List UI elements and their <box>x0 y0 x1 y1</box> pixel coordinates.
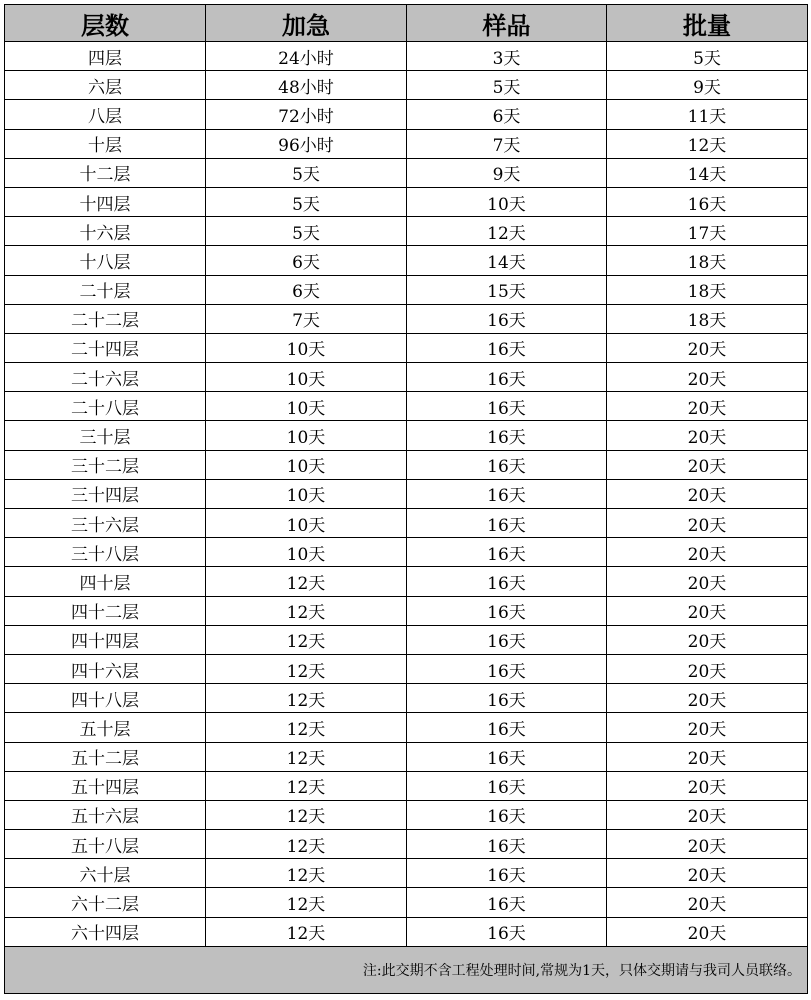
expedited-cell: 7天 <box>206 304 407 333</box>
sample-cell: 10天 <box>407 187 607 216</box>
batch-cell: 18天 <box>607 304 808 333</box>
batch-cell: 20天 <box>607 742 808 771</box>
layer-cell: 六十层 <box>5 859 206 888</box>
sample-cell: 16天 <box>407 567 607 596</box>
expedited-cell: 12天 <box>206 567 407 596</box>
table-row <box>5 596 808 625</box>
sample-cell: 16天 <box>407 479 607 508</box>
table-row <box>5 509 808 538</box>
batch-cell: 12天 <box>607 129 808 158</box>
expedited-cell: 12天 <box>206 771 407 800</box>
layer-cell: 三十八层 <box>5 538 206 567</box>
expedited-cell: 12天 <box>206 830 407 859</box>
table-row <box>5 100 808 129</box>
expedited-cell: 10天 <box>206 450 407 479</box>
table-row <box>5 421 808 450</box>
sample-cell: 16天 <box>407 742 607 771</box>
sample-cell: 14天 <box>407 246 607 275</box>
table-row <box>5 275 808 304</box>
layer-cell: 二十四层 <box>5 333 206 362</box>
expedited-cell: 5天 <box>206 158 407 187</box>
table-row <box>5 129 808 158</box>
table-row <box>5 392 808 421</box>
sample-cell: 16天 <box>407 771 607 800</box>
expedited-cell: 6天 <box>206 275 407 304</box>
table-row <box>5 363 808 392</box>
expedited-cell: 12天 <box>206 888 407 917</box>
table-row <box>5 479 808 508</box>
note-row <box>5 946 808 993</box>
lead-time-table-container <box>4 4 807 994</box>
batch-cell: 20天 <box>607 450 808 479</box>
table-row <box>5 625 808 654</box>
expedited-cell: 72小时 <box>206 100 407 129</box>
expedited-cell: 12天 <box>206 625 407 654</box>
batch-cell: 20天 <box>607 567 808 596</box>
layer-cell: 三十四层 <box>5 479 206 508</box>
expedited-cell: 5天 <box>206 217 407 246</box>
expedited-cell: 5天 <box>206 187 407 216</box>
expedited-cell: 10天 <box>206 333 407 362</box>
layer-cell: 五十层 <box>5 713 206 742</box>
sample-cell: 9天 <box>407 158 607 187</box>
sample-cell: 16天 <box>407 625 607 654</box>
layer-cell: 十层 <box>5 129 206 158</box>
batch-cell: 17天 <box>607 217 808 246</box>
table-row <box>5 771 808 800</box>
expedited-cell: 10天 <box>206 392 407 421</box>
batch-cell: 20天 <box>607 538 808 567</box>
sample-cell: 16天 <box>407 917 607 946</box>
batch-cell: 20天 <box>607 421 808 450</box>
batch-cell: 20天 <box>607 333 808 362</box>
batch-cell: 18天 <box>607 246 808 275</box>
sample-cell: 16天 <box>407 830 607 859</box>
layer-cell: 十六层 <box>5 217 206 246</box>
expedited-cell: 10天 <box>206 538 407 567</box>
table-row <box>5 71 808 100</box>
layer-cell: 五十八层 <box>5 830 206 859</box>
expedited-cell: 12天 <box>206 917 407 946</box>
sample-cell: 16天 <box>407 538 607 567</box>
layer-cell: 三十六层 <box>5 509 206 538</box>
table-row <box>5 713 808 742</box>
batch-cell: 20天 <box>607 830 808 859</box>
header-sample: 样品 <box>407 5 607 42</box>
table-row <box>5 333 808 362</box>
table-row <box>5 830 808 859</box>
table-body <box>5 42 808 947</box>
sample-cell: 16天 <box>407 713 607 742</box>
header-layers: 层数 <box>5 5 206 42</box>
sample-cell: 16天 <box>407 304 607 333</box>
batch-cell: 20天 <box>607 625 808 654</box>
sample-cell: 3天 <box>407 42 607 71</box>
layer-cell: 十八层 <box>5 246 206 275</box>
batch-cell: 20天 <box>607 859 808 888</box>
layer-cell: 三十层 <box>5 421 206 450</box>
expedited-cell: 12天 <box>206 800 407 829</box>
lead-time-table <box>4 4 808 994</box>
batch-cell: 20天 <box>607 684 808 713</box>
sample-cell: 6天 <box>407 100 607 129</box>
layer-cell: 八层 <box>5 100 206 129</box>
sample-cell: 16天 <box>407 888 607 917</box>
header-expedited: 加急 <box>206 5 407 42</box>
batch-cell: 20天 <box>607 596 808 625</box>
layer-cell: 四十二层 <box>5 596 206 625</box>
expedited-cell: 10天 <box>206 421 407 450</box>
layer-cell: 十四层 <box>5 187 206 216</box>
layer-cell: 三十二层 <box>5 450 206 479</box>
batch-cell: 20天 <box>607 888 808 917</box>
batch-cell: 16天 <box>607 187 808 216</box>
sample-cell: 16天 <box>407 800 607 829</box>
table-row <box>5 304 808 333</box>
batch-cell: 9天 <box>607 71 808 100</box>
sample-cell: 16天 <box>407 333 607 362</box>
note-text: 注:此交期不含工程处理时间,常规为1天，只体交期请与我司人员联络。 <box>5 946 808 993</box>
table-row <box>5 567 808 596</box>
expedited-cell: 10天 <box>206 363 407 392</box>
table-row <box>5 859 808 888</box>
sample-cell: 16天 <box>407 596 607 625</box>
batch-cell: 20天 <box>607 479 808 508</box>
batch-cell: 18天 <box>607 275 808 304</box>
layer-cell: 五十二层 <box>5 742 206 771</box>
layer-cell: 四十层 <box>5 567 206 596</box>
expedited-cell: 12天 <box>206 742 407 771</box>
layer-cell: 五十六层 <box>5 800 206 829</box>
sample-cell: 16天 <box>407 859 607 888</box>
header-row <box>5 5 808 42</box>
layer-cell: 二十六层 <box>5 363 206 392</box>
batch-cell: 11天 <box>607 100 808 129</box>
sample-cell: 16天 <box>407 363 607 392</box>
sample-cell: 16天 <box>407 392 607 421</box>
header-batch: 批量 <box>607 5 808 42</box>
batch-cell: 14天 <box>607 158 808 187</box>
layer-cell: 六层 <box>5 71 206 100</box>
table-row <box>5 654 808 683</box>
table-row <box>5 888 808 917</box>
layer-cell: 五十四层 <box>5 771 206 800</box>
batch-cell: 20天 <box>607 392 808 421</box>
batch-cell: 20天 <box>607 713 808 742</box>
expedited-cell: 10天 <box>206 479 407 508</box>
batch-cell: 20天 <box>607 800 808 829</box>
expedited-cell: 12天 <box>206 713 407 742</box>
table-row <box>5 187 808 216</box>
expedited-cell: 10天 <box>206 509 407 538</box>
table-row <box>5 450 808 479</box>
table-row <box>5 800 808 829</box>
sample-cell: 16天 <box>407 684 607 713</box>
layer-cell: 二十八层 <box>5 392 206 421</box>
table-row <box>5 538 808 567</box>
layer-cell: 六十四层 <box>5 917 206 946</box>
batch-cell: 20天 <box>607 363 808 392</box>
batch-cell: 20天 <box>607 917 808 946</box>
table-row <box>5 742 808 771</box>
sample-cell: 7天 <box>407 129 607 158</box>
layer-cell: 四十八层 <box>5 684 206 713</box>
expedited-cell: 6天 <box>206 246 407 275</box>
sample-cell: 16天 <box>407 509 607 538</box>
layer-cell: 四十六层 <box>5 654 206 683</box>
table-row <box>5 158 808 187</box>
sample-cell: 16天 <box>407 654 607 683</box>
sample-cell: 5天 <box>407 71 607 100</box>
expedited-cell: 48小时 <box>206 71 407 100</box>
sample-cell: 16天 <box>407 450 607 479</box>
expedited-cell: 12天 <box>206 654 407 683</box>
table-row <box>5 217 808 246</box>
batch-cell: 5天 <box>607 42 808 71</box>
batch-cell: 20天 <box>607 509 808 538</box>
layer-cell: 四层 <box>5 42 206 71</box>
sample-cell: 16天 <box>407 421 607 450</box>
layer-cell: 二十二层 <box>5 304 206 333</box>
layer-cell: 十二层 <box>5 158 206 187</box>
layer-cell: 二十层 <box>5 275 206 304</box>
sample-cell: 15天 <box>407 275 607 304</box>
layer-cell: 四十四层 <box>5 625 206 654</box>
table-row <box>5 42 808 71</box>
expedited-cell: 12天 <box>206 859 407 888</box>
table-row <box>5 246 808 275</box>
sample-cell: 12天 <box>407 217 607 246</box>
table-row <box>5 684 808 713</box>
expedited-cell: 12天 <box>206 684 407 713</box>
expedited-cell: 12天 <box>206 596 407 625</box>
table-row <box>5 917 808 946</box>
batch-cell: 20天 <box>607 771 808 800</box>
layer-cell: 六十二层 <box>5 888 206 917</box>
expedited-cell: 96小时 <box>206 129 407 158</box>
batch-cell: 20天 <box>607 654 808 683</box>
expedited-cell: 24小时 <box>206 42 407 71</box>
